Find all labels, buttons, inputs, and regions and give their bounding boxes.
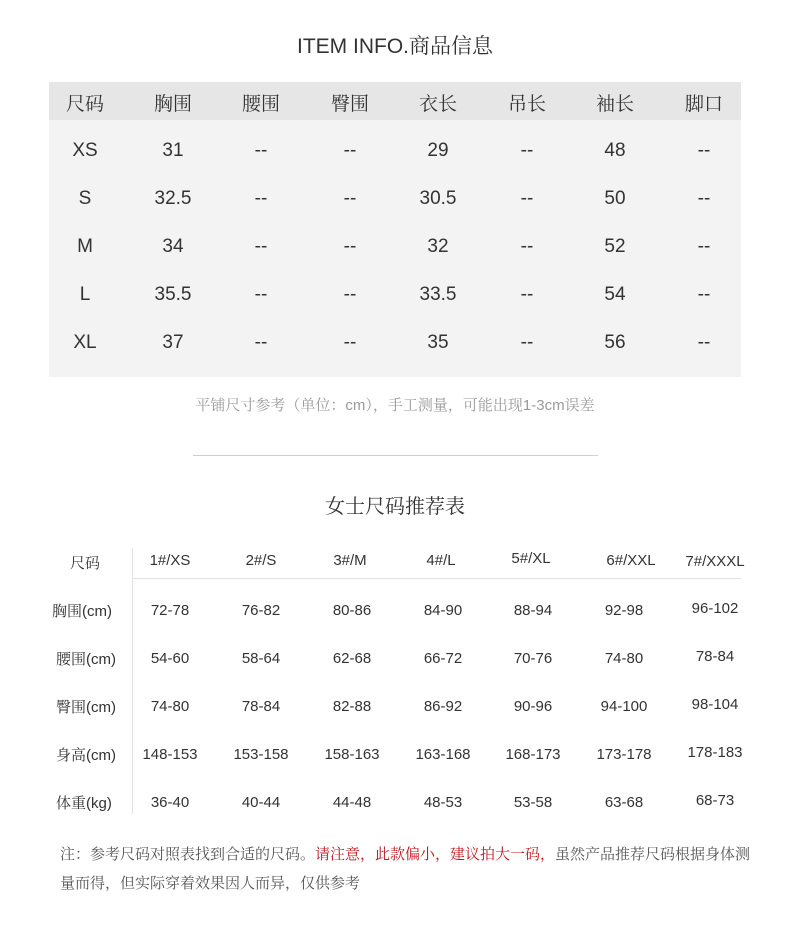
recommend-cell: 178-183 — [687, 744, 743, 761]
recommend-cell: 58-64 — [241, 650, 281, 667]
recommend-cell: 173-178 — [596, 746, 652, 763]
recommend-cell: 94-100 — [600, 698, 648, 715]
recommend-cell: 96-102 — [691, 600, 739, 617]
table-cell: -- — [697, 332, 711, 353]
recommend-cell: 70-76 — [513, 650, 553, 667]
recommend-col-header: 7#/XXXL — [685, 553, 745, 570]
table-cell: -- — [520, 332, 534, 353]
table-cell: -- — [254, 332, 268, 353]
header-hang-length: 吊长 — [507, 94, 546, 115]
header-length: 衣长 — [418, 94, 457, 115]
recommend-cell: 86-92 — [423, 698, 463, 715]
table-cell: S — [78, 188, 92, 209]
table-cell: 50 — [604, 188, 626, 209]
recommend-cell: 80-86 — [332, 602, 372, 619]
table-cell: -- — [520, 140, 534, 161]
table-cell: 29 — [427, 140, 449, 161]
recommend-cell: 74-80 — [150, 698, 190, 715]
table-cell: -- — [254, 284, 268, 305]
recommend-cell: 53-58 — [513, 794, 553, 811]
recommend-cell: 98-104 — [691, 696, 739, 713]
table-cell: -- — [697, 188, 711, 209]
table-cell: 32 — [427, 236, 449, 257]
table-cell: 35.5 — [154, 284, 192, 305]
recommend-cell: 76-82 — [241, 602, 281, 619]
recommend-corner-label: 尺码 — [69, 555, 100, 572]
recommend-cell: 90-96 — [513, 698, 553, 715]
table-cell: -- — [697, 236, 711, 257]
recommend-cell: 48-53 — [423, 794, 463, 811]
recommend-row-label: 体重(kg) — [56, 795, 112, 812]
table-cell: -- — [520, 284, 534, 305]
table-cell: 33.5 — [419, 284, 457, 305]
recommend-cell: 78-84 — [695, 648, 735, 665]
recommend-cell: 78-84 — [241, 698, 281, 715]
recommend-col-header: 4#/L — [426, 552, 456, 569]
table-cell: L — [79, 284, 91, 305]
table-cell: -- — [343, 140, 357, 161]
recommend-col-header: 6#/XXL — [606, 552, 656, 569]
recommend-col-header: 3#/M — [333, 552, 367, 569]
table-cell: -- — [343, 284, 357, 305]
table-cell: -- — [343, 188, 357, 209]
table-cell: 31 — [162, 140, 184, 161]
table-cell: -- — [520, 188, 534, 209]
recommend-cell: 68-73 — [695, 792, 735, 809]
recommend-row-label: 身高(cm) — [56, 747, 116, 764]
footer-note-warning: 请注意，此款偏小，建议拍大一码， — [315, 846, 556, 863]
recommend-cell: 148-153 — [142, 746, 198, 763]
recommend-cell: 158-163 — [324, 746, 380, 763]
recommend-table-header-line — [133, 578, 741, 579]
table-cell: -- — [343, 332, 357, 353]
recommend-cell: 54-60 — [150, 650, 190, 667]
header-hem: 脚口 — [684, 94, 723, 115]
recommend-title: 女士尺码推荐表 — [325, 496, 465, 518]
table-cell: 37 — [162, 332, 184, 353]
recommend-col-header: 5#/XL — [511, 550, 551, 567]
table-cell: 54 — [604, 284, 626, 305]
table-cell: 52 — [604, 236, 626, 257]
recommend-cell: 92-98 — [604, 602, 644, 619]
recommend-row-label: 臀围(cm) — [56, 699, 116, 716]
measurement-note: 平铺尺寸参考（单位：cm），手工测量，可能出现1-3cm误差 — [195, 397, 595, 414]
recommend-cell: 72-78 — [150, 602, 190, 619]
header-waist: 腰围 — [241, 94, 280, 115]
section-divider — [193, 455, 598, 456]
recommend-cell: 63-68 — [604, 794, 644, 811]
table-cell: 32.5 — [154, 188, 192, 209]
table-cell: 35 — [427, 332, 449, 353]
recommend-row-label: 腰围(cm) — [56, 651, 116, 668]
recommend-cell: 168-173 — [505, 746, 561, 763]
recommend-col-header: 2#/S — [245, 552, 277, 569]
table-cell: -- — [697, 284, 711, 305]
table-cell: 34 — [162, 236, 184, 257]
recommend-cell: 74-80 — [604, 650, 644, 667]
table-cell: -- — [520, 236, 534, 257]
recommend-cell: 84-90 — [423, 602, 463, 619]
recommend-cell: 44-48 — [332, 794, 372, 811]
recommend-cell: 82-88 — [332, 698, 372, 715]
header-chest: 胸围 — [153, 94, 192, 115]
item-info-title: ITEM INFO.商品信息 — [297, 35, 493, 58]
recommend-cell: 40-44 — [241, 794, 281, 811]
header-size: 尺码 — [65, 94, 104, 115]
table-cell: 56 — [604, 332, 626, 353]
footer-note — [60, 840, 760, 898]
recommend-row-label: 胸围(cm) — [52, 603, 112, 620]
recommend-cell: 153-158 — [233, 746, 289, 763]
recommend-cell: 88-94 — [513, 602, 553, 619]
header-sleeve: 袖长 — [595, 94, 634, 115]
recommend-cell: 66-72 — [423, 650, 463, 667]
header-hip: 臀围 — [330, 94, 369, 115]
size-table — [49, 82, 741, 377]
table-cell: -- — [697, 140, 711, 161]
table-cell: -- — [254, 188, 268, 209]
recommend-cell: 36-40 — [150, 794, 190, 811]
table-cell: XS — [72, 140, 98, 161]
recommend-cell: 62-68 — [332, 650, 372, 667]
table-cell: -- — [254, 236, 268, 257]
table-cell: -- — [343, 236, 357, 257]
table-cell: 48 — [604, 140, 626, 161]
table-cell: XL — [73, 332, 97, 353]
recommend-table-vertical-line — [132, 548, 133, 814]
table-cell: 30.5 — [419, 188, 457, 209]
recommend-col-header: 1#/XS — [149, 552, 191, 569]
footer-note-part1: 注：参考尺码对照表找到合适的尺码。 — [60, 846, 316, 863]
table-cell: -- — [254, 140, 268, 161]
recommend-cell: 163-168 — [415, 746, 471, 763]
footer-note-part2: 虽然产品推荐尺码根据身体测量而得，但实际穿着效果因人而异，仅供参考 — [60, 846, 751, 892]
table-cell: M — [77, 236, 93, 257]
